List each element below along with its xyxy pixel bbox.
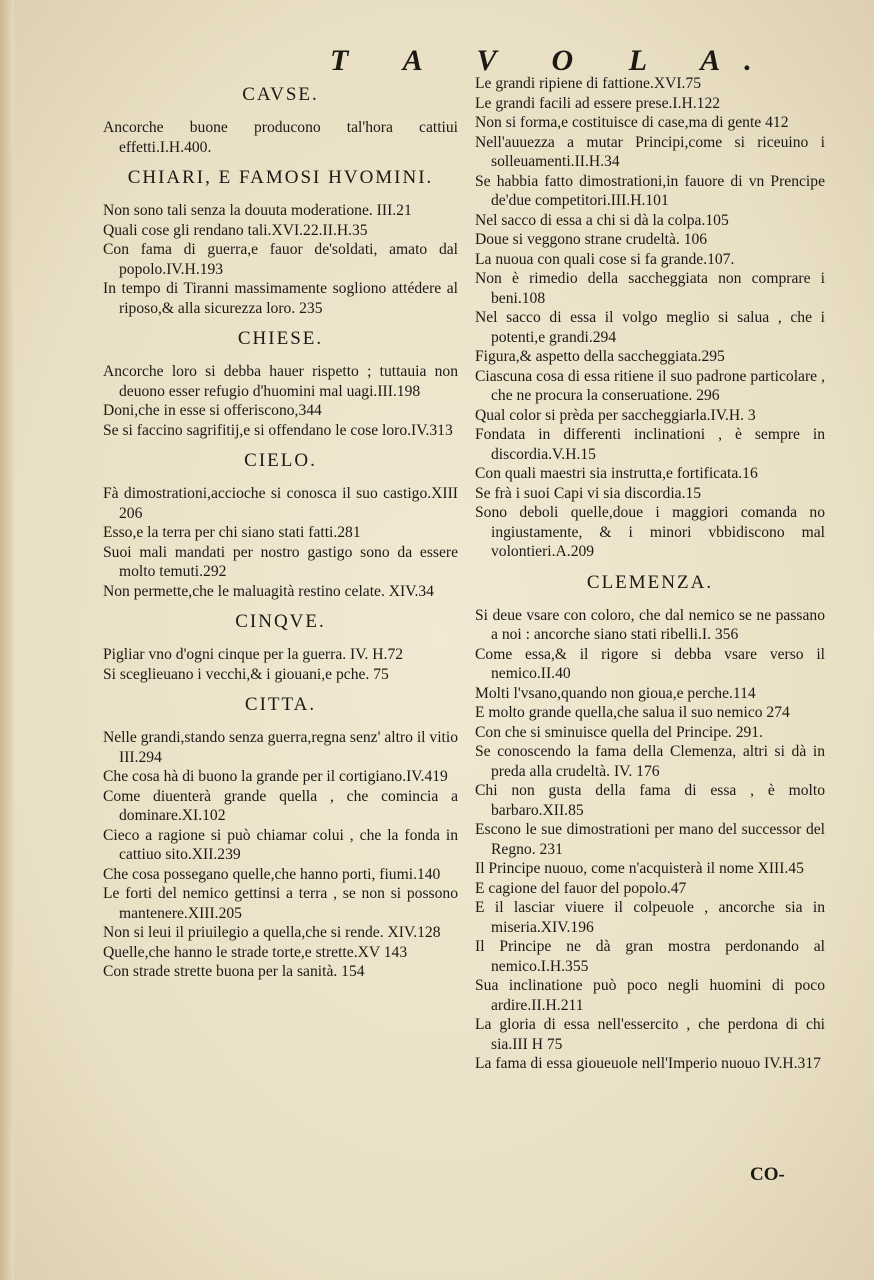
left-column bbox=[103, 74, 458, 982]
index-entry: Non permette,che le maluagità restino celate. XIV.34 bbox=[103, 582, 434, 600]
index-entry: Ancorche loro si debba hauer rispetto ; tuttauia non deuono esser refugio d'huomini mal uagi.III.198 bbox=[103, 363, 458, 400]
index-entry: Con fama di guerra,e fauor de'soldati, amato dal popolo.IV.H.193 bbox=[103, 241, 458, 278]
index-entry: E il lasciar viuere il colpeuole , ancorche sia in miseria.XIV.196 bbox=[475, 899, 825, 936]
catchword: CO- bbox=[750, 1164, 785, 1185]
index-entry: Non si leui il priuilegio a quella,che si rende. XIV.128 bbox=[103, 924, 441, 941]
index-entry: Le grandi facili ad essere prese.I.H.122 bbox=[475, 94, 721, 112]
index-entry: Nell'auuezza a mutar Principi,come si riceuino i solleuamenti.II.H.34 bbox=[475, 133, 825, 170]
index-entry: Non sono tali senza la douuta moderatione. III.21 bbox=[103, 202, 412, 219]
section-heading: CINQVE. bbox=[235, 611, 326, 632]
index-entry: Le forti del nemico gettinsi a terra , se non si possono mantenere.XIII.205 bbox=[103, 885, 458, 922]
index-entry: Se habbia fatto dimostrationi,in fauore di vn Prencipe de'due competitori.III.H.101 bbox=[475, 172, 825, 209]
index-entry: Che cosa hà di buono la grande per il cortigiano.IV.419 bbox=[103, 768, 448, 785]
index-entry: Quali cose gli rendano tali.XVI.22.II.H.35 bbox=[103, 221, 368, 239]
right-column bbox=[475, 74, 825, 1074]
index-entry: Si deue vsare con coloro, che dal nemico se ne passano a noi : ancorche siano stati ribelli.I. 356 bbox=[475, 606, 825, 643]
index-entry: In tempo di Tiranni massimamente sogliono attédere al riposo,& alla sicurezza loro. 235 bbox=[103, 280, 458, 317]
index-entry: La nuoua con quali cose si fa grande.107. bbox=[475, 250, 735, 268]
index-entry: Si sceglieuano i vecchi,& i giouani,e pche. 75 bbox=[103, 665, 389, 683]
index-entry: Nelle grandi,stando senza guerra,regna senz' altro il vitio III.294 bbox=[103, 729, 458, 766]
index-entry: Chi non gusta della fama di essa , è molto barbaro.XII.85 bbox=[475, 782, 825, 819]
section-heading: CITTA. bbox=[244, 694, 317, 715]
index-entry: Che cosa possegano quelle,che hanno porti, fiumi.140 bbox=[103, 865, 441, 883]
page-gutter-edge bbox=[0, 0, 14, 1280]
section-heading: CHIESE. bbox=[237, 328, 324, 349]
index-entry: Fà dimostrationi,accioche si conosca il suo castigo.XIII 206 bbox=[103, 485, 458, 522]
index-entry: Doue si veggono strane crudeltà. 106 bbox=[475, 231, 708, 248]
index-entry: Quelle,che hanno le strade torte,e strette.XV 143 bbox=[103, 943, 408, 961]
index-entry: Come essa,& il rigore si debba vsare verso il nemico.II.40 bbox=[475, 645, 825, 682]
index-entry: Ciascuna cosa di essa ritiene il suo padrone particolare , che ne procura la conseruatione. 296 bbox=[475, 367, 825, 404]
index-entry: Sono deboli quelle,doue i maggiori comanda no ingiustamente, & i minori vbbidiscono mal volontieri.A.209 bbox=[475, 504, 825, 560]
index-entry: Come diuenterà grande quella , che comincia a dominare.XI.102 bbox=[103, 787, 458, 824]
index-entry: Figura,& aspetto della saccheggiata.295 bbox=[475, 348, 725, 365]
index-entry: Con quali maestri sia instrutta,e fortificata.16 bbox=[475, 465, 758, 482]
index-entry: Non è rimedio della saccheggiata non comprare i beni.108 bbox=[475, 270, 825, 307]
index-entry: Escono le sue dimostrationi per mano del successor del Regno. 231 bbox=[475, 821, 825, 858]
section-heading: CHIARI, E FAMOSI HVOMINI. bbox=[127, 167, 434, 188]
index-entry: Cieco a ragione si può chiamar colui , che la fonda in cattiuo sito.XII.239 bbox=[103, 826, 458, 863]
index-entry: E cagione del fauor del popolo.47 bbox=[475, 879, 687, 897]
index-entry: La gloria di essa nell'essercito , che perdona di chi sia.III H 75 bbox=[475, 1016, 825, 1053]
index-entry: La fama di essa gioueuole nell'Imperio nuouo IV.H.317 bbox=[475, 1055, 821, 1072]
index-entry: Con che si sminuisce quella del Principe. 291. bbox=[475, 723, 763, 741]
section-heading: CIELO. bbox=[244, 450, 317, 471]
index-entry: Suoi mali mandati per nostro gastigo sono da essere molto temuti.292 bbox=[103, 543, 458, 580]
index-entry: Esso,e la terra per chi siano stati fatti.281 bbox=[103, 524, 361, 541]
index-entry: Sua inclinatione può poco negli huomini di poco ardire.II.H.211 bbox=[475, 977, 825, 1014]
index-entry: Il Principe nuouo, come n'acquisterà il nome XIII.45 bbox=[475, 860, 804, 877]
index-entry: Se si faccino sagrifitij,e si offendano le cose loro.IV.313 bbox=[103, 421, 453, 439]
section-heading: CAVSE. bbox=[242, 84, 319, 105]
index-entry: Le grandi ripiene di fattione.XVI.75 bbox=[475, 75, 702, 92]
index-entry: Fondata in differenti inclinationi , è sempre in discordia.V.H.15 bbox=[475, 426, 825, 463]
index-entry: Qual color si prèda per saccheggiarla.IV.H. 3 bbox=[475, 406, 756, 424]
index-entry: Se conoscendo la fama della Clemenza, altri si dà in preda alla crudeltà. IV. 176 bbox=[475, 743, 825, 780]
index-entry: Nel sacco di essa il volgo meglio si salua , che i potenti,e grandi.294 bbox=[475, 309, 825, 346]
running-title: T A V O L A. bbox=[330, 44, 776, 77]
section-heading: CLEMENZA. bbox=[586, 571, 714, 593]
index-entry: Molti l'vsano,quando non gioua,e perche.114 bbox=[475, 684, 756, 702]
index-entry: Il Principe ne dà gran mostra perdonando al nemico.I.H.355 bbox=[475, 938, 825, 975]
index-entry: Non si forma,e costituisce di case,ma di gente 412 bbox=[475, 114, 789, 131]
index-entry: Nel sacco di essa a chi si dà la colpa.105 bbox=[475, 211, 729, 229]
index-entry: Doni,che in esse si offeriscono,344 bbox=[103, 402, 322, 419]
index-entry: Ancorche buone producono tal'hora cattiui effetti.I.H.400. bbox=[103, 119, 458, 156]
index-entry: Se frà i suoi Capi vi sia discordia.15 bbox=[475, 484, 702, 502]
index-entry: E molto grande quella,che salua il suo nemico 274 bbox=[475, 704, 790, 721]
index-entry: Con strade strette buona per la sanità. 154 bbox=[103, 963, 365, 980]
index-entry: Pigliar vno d'ogni cinque per la guerra. IV. H.72 bbox=[103, 646, 404, 663]
